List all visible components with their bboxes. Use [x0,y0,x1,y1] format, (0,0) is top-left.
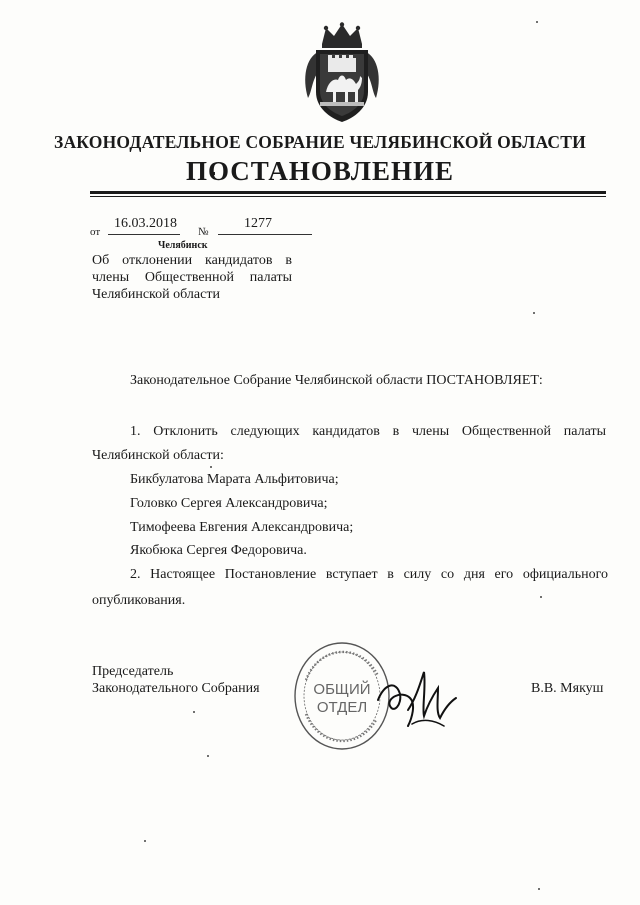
number-label: № [198,226,209,238]
stamp-text-line-1: ОБЩИЙ [313,681,371,698]
candidate-4: Якобюка Сергея Федоровича. [130,543,307,558]
document-type-title: ПОСТАНОВЛЕНИЕ [185,156,455,186]
subject-line-3: Челябинской области [92,287,220,302]
organization-title: ЗАКОНОДАТЕЛЬНОЕ СОБРАНИЕ ЧЕЛЯБИНСКОЙ ОБЛАСТИ [54,132,586,152]
scan-speck [207,755,209,757]
item-2-line-1: 2. Настоящее Постановление вступает в силу со дня его официального [130,567,608,582]
date-underline [108,234,180,235]
item-1-line-1: 1. Отклонить следующих кандидатов в члены Общественной палаты [130,424,606,439]
scan-speck [540,596,542,598]
coat-of-arms-emblem [298,22,386,124]
preamble: Законодательное Собрание Челябинской области ПОСТАНОВЛЯЕТ: [130,373,543,388]
subject-line-2: члены Общественной палаты [92,270,292,285]
candidate-3: Тимофеева Евгения Александровича; [130,520,354,535]
handwritten-signature [372,654,462,738]
signer-position-line-2: Законодательного Собрания [92,681,260,696]
scan-speck [144,840,146,842]
scan-speck [533,312,535,314]
header-rule-thin [90,196,606,197]
document-number: 1277 [244,216,272,231]
document-date: 16.03.2018 [114,216,177,231]
candidate-1: Бикбулатова Марата Альфитовича; [130,472,339,487]
number-underline [218,234,312,235]
scan-speck [210,466,212,468]
candidate-2: Головко Сергея Александровича; [130,496,328,511]
scan-speck [538,888,540,890]
stamp-text-line-2: ОТДЕЛ [316,699,368,716]
subject-line-1: Об отклонении кандидатов в [92,253,292,268]
signer-name: В.В. Мякуш [531,681,604,696]
item-2-line-2: опубликования. [92,593,186,608]
city-label: Челябинск [158,240,208,251]
header-rule-thick [90,191,606,194]
scan-speck [193,711,195,713]
signer-position-line-1: Председатель [92,664,174,679]
scan-speck [536,21,538,23]
item-1-line-2: Челябинской области: [92,448,224,463]
from-label: от [90,226,101,238]
